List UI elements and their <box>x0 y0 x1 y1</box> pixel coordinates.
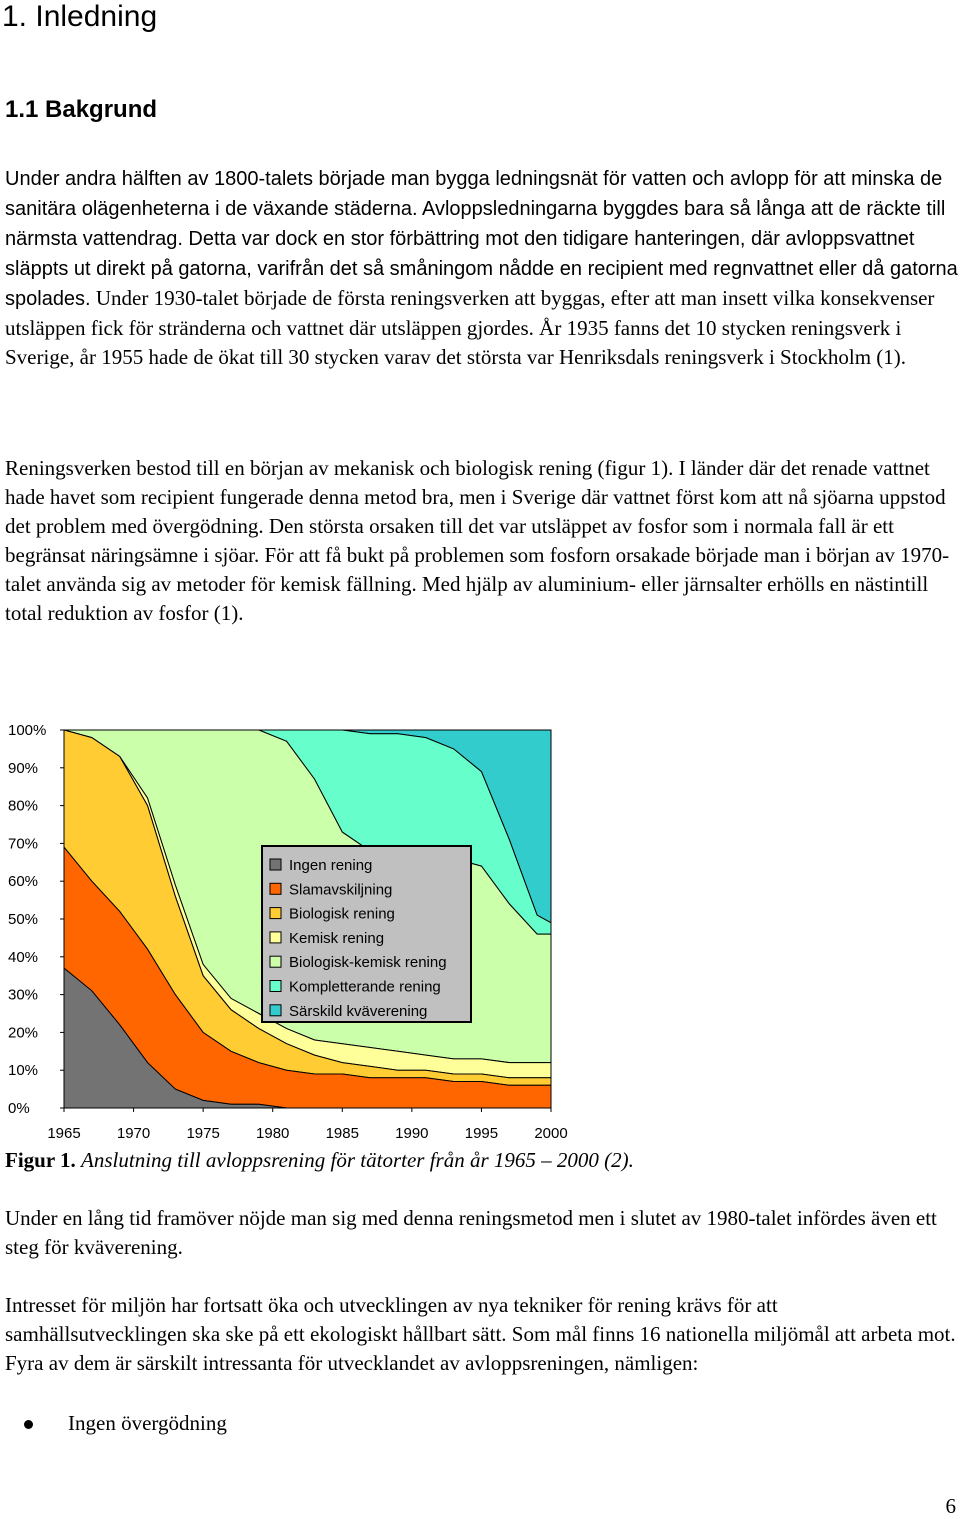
bullet-list-item <box>24 1409 227 1438</box>
x-tick-label: 1965 <box>47 1125 81 1142</box>
x-tick-label: 1980 <box>256 1125 290 1142</box>
paragraph-background-part1: Under andra hälften av 1800-talets började man bygga ledningsnät för vatten och avlopp för att minska de sanitära olägenheterna i de växande städerna. Avloppsledningarna byggdes bara så långa att de räckte till närmsta vattendrag. Detta var dock en stor förbättring mot den tidigare hanteringen, där avloppsvattnet släppts ut direkt på gatorna, varifrån det så småningom nådde en recipient med regnvattnet eller då gatorna spolades. <box>5 168 958 310</box>
y-tick-label: 70% <box>8 835 39 853</box>
x-tick-label: 1970 <box>116 1125 151 1142</box>
y-tick-label: 100% <box>8 722 47 739</box>
y-tick-label: 90% <box>8 759 39 777</box>
paragraph-environment: Intresset för miljön har fortsatt öka och utvecklingen av nya tekniker för rening krävs för att samhällsutvecklingen ska ske på ett ekologiskt hållbart sätt. Som mål finns 16 nationella miljömål att arbeta mot. Fyra av dem är särskilt intressanta för utvecklandet av avloppsreningen, nämligen: <box>5 1293 956 1375</box>
y-tick-label: 0% <box>8 1100 30 1117</box>
y-tick-label: 20% <box>8 1024 39 1042</box>
figure-caption-label: Figur 1. <box>5 1148 76 1172</box>
bullet-text: Ingen övergödning <box>68 1411 227 1435</box>
legend-label: Kemisk rening <box>289 929 385 947</box>
paragraph-nitrogen: Under en lång tid framöver nöjde man sig med denna reningsmetod men i slutet av 1980-talet infördes även ett steg för kväverening. <box>5 1206 937 1259</box>
y-tick-label: 10% <box>8 1062 39 1080</box>
bullet-icon <box>24 1420 33 1429</box>
paragraph-treatment: Reningsverken bestod till en början av mekanisk och biologisk rening (figur 1). I länder där det renade vattnet hade havet som recipient fungerade denna metod bra, men i Sverige där vattnet först kom att nå sjöarna uppstod det problem med övergödning. Den största orsaken till det var utsläppet av fosfor som i normala fall är ett begränsat näringsämne i sjöar. För att få bukt på problemen som fosforn orsakade började man i början av 1970-talet använda sig av metoder för kemisk fällning. Med hjälp av aluminium- eller järnsalter erhölls en nästintill total reduktion av fosfor (1). <box>5 456 950 625</box>
figure-chart <box>0 716 580 1146</box>
legend-label: Biologisk-kemisk rening <box>289 954 447 972</box>
legend-label: Särskild kväverening <box>289 1002 428 1020</box>
y-tick-label: 60% <box>8 873 39 891</box>
section-heading: 1.1 Bakgrund <box>5 96 158 123</box>
legend-swatch <box>270 956 281 967</box>
legend-label: Slamavskiljning <box>289 881 393 899</box>
legend-swatch <box>270 1005 281 1016</box>
y-tick-label: 30% <box>8 986 39 1004</box>
y-tick-label: 50% <box>8 911 39 928</box>
x-tick-label: 2000 <box>534 1125 568 1142</box>
figure-caption-text: Anslutning till avloppsrening för tätorter från år 1965 – 2000 (2). <box>81 1148 634 1172</box>
legend-swatch <box>270 883 281 894</box>
legend-label: Biologisk rening <box>289 905 395 923</box>
y-tick-label: 40% <box>8 948 39 966</box>
x-tick-label: 1990 <box>395 1125 429 1142</box>
chapter-heading: 1. Inledning <box>2 0 158 33</box>
paragraph-background-part2: Under 1930-talet började de första reningsverken att byggas, efter att man insett vilka konsekvenser utsläppen fick för stränderna och vattnet där utsläppen gjordes. År 1935 fanns det 10 stycken reningsverk i Sverige, år 1955 hade de ökat till 30 stycken varav det största var Henriksdals reningsverk i Stockholm (1). <box>5 286 935 369</box>
stacked-area-chart <box>0 716 580 1146</box>
y-tick-label: 80% <box>8 797 39 815</box>
legend-swatch <box>270 908 281 919</box>
figure-caption <box>5 1146 634 1175</box>
legend-swatch <box>270 981 281 992</box>
x-tick-label: 1975 <box>186 1125 220 1142</box>
x-tick-label: 1985 <box>325 1125 359 1142</box>
legend-label: Kompletterande rening <box>289 978 441 996</box>
paragraph-background <box>5 164 960 372</box>
legend-label: Ingen rening <box>289 857 373 874</box>
legend-swatch <box>270 859 281 870</box>
page-number: 6 <box>945 1494 956 1518</box>
legend-swatch <box>270 932 281 943</box>
x-tick-label: 1995 <box>464 1125 499 1142</box>
